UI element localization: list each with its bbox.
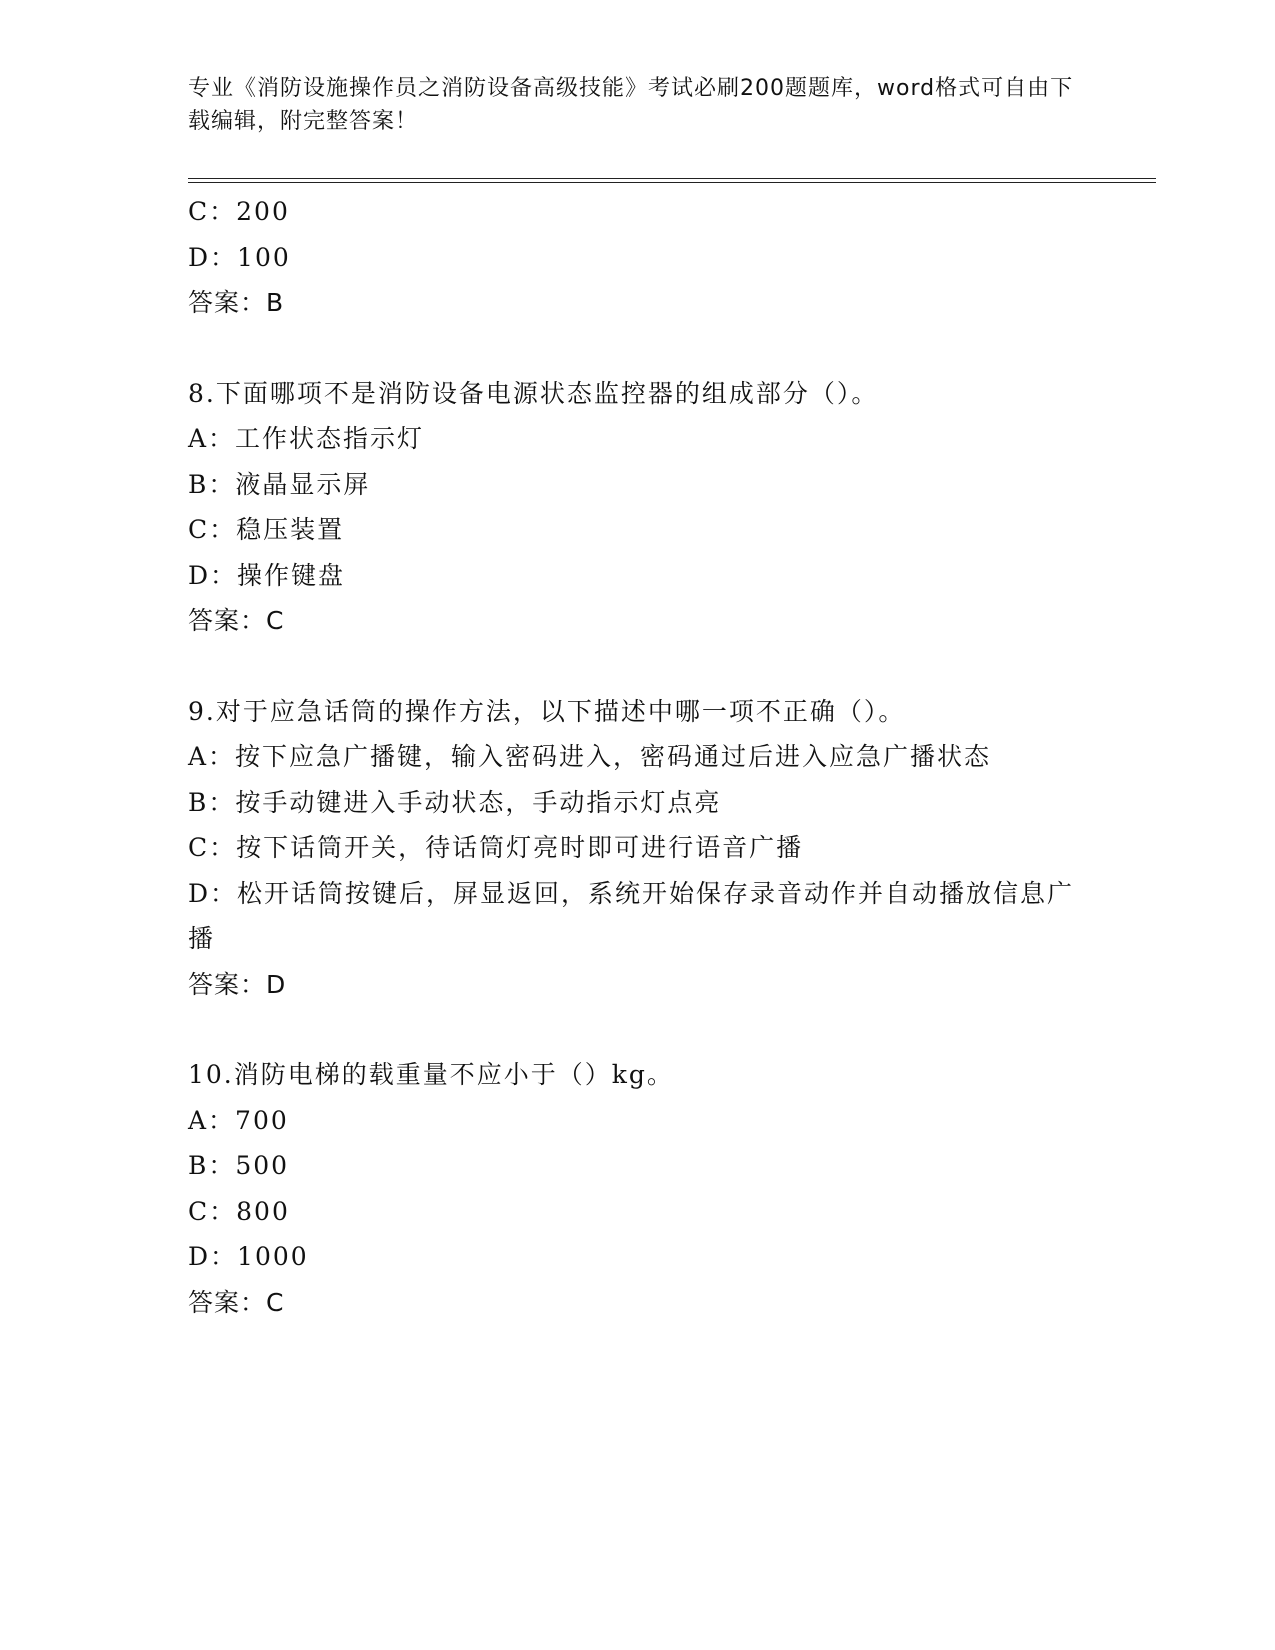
question-9 bbox=[188, 689, 1088, 1008]
question-content bbox=[188, 189, 1088, 1325]
question-stem: 8.下面哪项不是消防设备电源状态监控器的组成部分（）。 bbox=[188, 378, 879, 408]
option-b: B：500 bbox=[188, 1151, 290, 1180]
question-8 bbox=[188, 371, 1088, 644]
option-d: D：操作键盘 bbox=[188, 560, 346, 590]
spacer bbox=[188, 326, 1088, 371]
header-divider bbox=[188, 178, 1156, 183]
option-b: B：按手动键进入手动状态，手动指示灯点亮 bbox=[188, 787, 722, 817]
page-header bbox=[188, 72, 1088, 138]
option-b: B：液晶显示屏 bbox=[188, 469, 371, 499]
answer-line: 答案：B bbox=[188, 288, 285, 317]
answer-line: 答案：C bbox=[188, 606, 285, 635]
option-c: C：按下话筒开关，待话筒灯亮时即可进行语音广播 bbox=[188, 833, 804, 862]
option-d: D：1000 bbox=[188, 1242, 309, 1271]
option-c: C：稳压装置 bbox=[188, 515, 345, 544]
question-10 bbox=[188, 1052, 1088, 1325]
option-a: A：按下应急广播键，输入密码进入，密码通过后进入应急广播状态 bbox=[188, 742, 992, 771]
option-c: C：800 bbox=[188, 1196, 290, 1226]
header-title: 专业《消防设施操作员之消防设备高级技能》考试必刷200题题库，word格式可自由下载编辑，附完整答案！ bbox=[188, 76, 1074, 134]
answer-line: 答案：C bbox=[188, 1287, 285, 1317]
option-d: D：松开话筒按键后，屏显返回，系统开始保存录音动作并自动播放信息广播 bbox=[188, 878, 1075, 953]
continued-question bbox=[188, 189, 1088, 326]
option-c: C：200 bbox=[188, 197, 290, 226]
question-stem: 10.消防电梯的载重量不应小于（）kg。 bbox=[188, 1060, 674, 1089]
answer-line: 答案：D bbox=[188, 969, 287, 999]
option-a: A：工作状态指示灯 bbox=[188, 424, 425, 453]
option-a: A：700 bbox=[188, 1105, 289, 1135]
option-d: D：100 bbox=[188, 242, 291, 272]
question-stem: 9.对于应急话筒的操作方法，以下描述中哪一项不正确（）。 bbox=[188, 696, 906, 726]
spacer bbox=[188, 1007, 1088, 1052]
spacer bbox=[188, 644, 1088, 689]
